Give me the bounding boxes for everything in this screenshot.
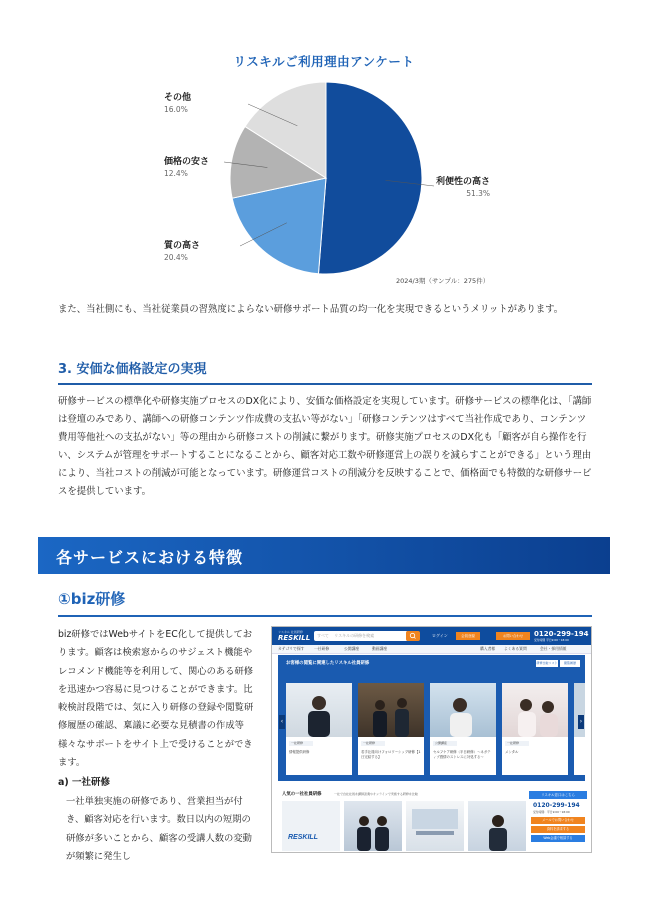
legend-other	[164, 92, 191, 116]
popular-title: 人気の一社社員研修	[282, 792, 322, 797]
site-header	[272, 627, 591, 645]
request-docs-button[interactable]: 資料を請求する	[531, 826, 585, 833]
slice-value-other: 16.0%	[164, 105, 188, 114]
legend-price	[164, 156, 209, 180]
web-meeting-button[interactable]: Web会議で相談する	[531, 835, 585, 842]
nav-faq[interactable]: よくある質問	[504, 646, 527, 651]
carousel-prev-arrow[interactable]: ‹	[279, 715, 285, 729]
biz-heading: ①biz研修	[58, 588, 592, 617]
search-placeholder: リスキルの研修を検索	[334, 633, 375, 638]
course-caption: セルフケア研修（半日研修）〜ネガティブ感情のストレスに対処する〜	[433, 750, 491, 759]
popular-subtitle: 一社で自社社員を講師派遣やオンラインで実施する研修を比較	[334, 792, 418, 796]
course-card[interactable]	[502, 683, 568, 775]
biz-body: biz研修ではWebサイトをEC化して提供しております。顧客は検索窓からのサジェスト機能やレコメンド機能等を利用して、関心のある研修を迅速かつ容易に見つけることができます。比較検討段階では、気に入り研修の登録や閲覧研修履歴の確認、稟議に必要な見積書の作成等様々なサポートをサイト上で受けることができます。	[58, 629, 254, 769]
course-photo	[286, 683, 352, 737]
phone-hours: 受付時間 平日9:00〜18:00	[534, 638, 569, 642]
course-card[interactable]	[358, 683, 424, 775]
search-button[interactable]	[406, 631, 420, 641]
course-badge: 一社研修	[361, 741, 385, 746]
slice-convenience	[318, 82, 422, 274]
legend-quality	[164, 240, 200, 264]
course-caption: 若手社員向けフォロワーシップ研修【1日完結する】	[361, 750, 421, 759]
chart-note: 2024/3期（サンプル：275件）	[396, 277, 490, 285]
contact-button[interactable]: お問い合わせ	[496, 632, 530, 640]
search-scope[interactable]: すべて	[317, 633, 329, 638]
slice-label-quality: 質の高さ	[164, 241, 201, 251]
popular-section	[278, 787, 528, 851]
course-badge: 一社研修	[505, 741, 529, 746]
slice-value-convenience: 51.3%	[466, 189, 491, 198]
course-caption: 情報提供研修	[289, 750, 310, 754]
svg-text:RESKILL: RESKILL	[288, 834, 318, 841]
popular-photo[interactable]	[406, 801, 464, 851]
chart-title: リスキルご利用理由アンケート	[233, 54, 415, 69]
phone-number: 0120-299-194	[534, 630, 589, 638]
course-card[interactable]	[286, 683, 352, 775]
featured-section	[278, 655, 585, 781]
search-icon	[406, 631, 420, 641]
register-button[interactable]: 会員登録	[456, 632, 480, 640]
featured-title: お客様の閲覧に関連したリスキル社員研修	[286, 661, 370, 666]
nav-video-course[interactable]: 動画講座	[372, 646, 388, 651]
popular-photo[interactable]	[344, 801, 402, 851]
popular-photo[interactable]	[468, 801, 526, 851]
header-phone[interactable]	[534, 630, 589, 642]
side-hours: 受付時間：平日9:00〜18:00	[533, 810, 570, 814]
site-logo[interactable]	[278, 630, 312, 642]
slice-value-quality: 20.4%	[164, 253, 188, 262]
legend-convenience	[436, 176, 490, 200]
course-photo	[502, 683, 568, 737]
slice-label-convenience: 利便性の高さ	[436, 177, 491, 187]
nav-public-course[interactable]: 公開講座	[344, 646, 360, 651]
popular-banner[interactable]	[282, 801, 340, 851]
logo-subtitle: リスキル 社員研修	[278, 630, 303, 634]
compare-list-tag[interactable]: 研修比較リスト	[536, 661, 558, 665]
course-badge: 公開講座	[433, 741, 457, 746]
side-phone[interactable]: 0120-299-194	[533, 802, 580, 809]
course-card[interactable]	[430, 683, 496, 775]
band-title: 各サービスにおける特徴	[56, 548, 244, 567]
side-panel	[529, 787, 587, 851]
slice-label-price: 価格の安さ	[164, 157, 210, 167]
course-caption: メンタル	[505, 750, 519, 754]
course-badge: 一社研修	[289, 741, 313, 746]
intro-paragraph: また、当社側にも、当社従業員の習熟度によらない研修サポート品質の均一化を実現できるというメリットがあります。	[58, 304, 564, 315]
course-photo	[430, 683, 496, 737]
carousel-next-arrow[interactable]: ›	[578, 715, 584, 729]
nav-company-info[interactable]: 会社・採用情報	[540, 646, 567, 651]
reskill-window-button[interactable]: リスキル窓口はこちら	[529, 791, 587, 799]
course-card[interactable]	[574, 683, 585, 775]
history-tag[interactable]: 閲覧履歴	[560, 660, 580, 667]
section3-heading: 3. 安価な価格設定の実現	[58, 358, 592, 385]
nav-bar	[272, 645, 591, 654]
section3-paragraph: 研修サービスの標準化や研修実施プロセスのDX化により、安価な価格設定を実現しています。研修サービスの標準化は、「講師は登壇のみであり、講師への研修コンテンツ作成費の支払い等がない」「研修コンテンツはすべて当社作成であり、コンテンツ費用等他社への支払がない」等の理由から研修コストの削減に繋がります。研修実施プロセスのDX化も「顧客が自ら操作を行い、システムが管理をサポートすることになることから、顧客対応工数や研修運営上の誤りを減らすことができる」という理由により、当社コストの削減が可能となっています。研修運営コストの削減分を反映することで、価格面でも特徴的な研修サービスを提供しています。	[58, 396, 592, 497]
slice-value-price: 12.4%	[164, 169, 188, 178]
nav-company-training[interactable]: 一社研修	[314, 646, 330, 651]
login-link[interactable]: ログイン	[432, 633, 448, 638]
slice-label-other: その他	[164, 93, 192, 103]
search-input[interactable]	[314, 631, 408, 641]
logo-text: RESKILL	[278, 634, 311, 642]
nav-purchasers[interactable]: 購入者様	[480, 646, 496, 651]
nav-category[interactable]: カテゴリで探す	[278, 646, 305, 651]
course-photo	[358, 683, 424, 737]
mail-contact-button[interactable]: メールでお問い合わせ	[531, 817, 585, 824]
website-screenshot	[271, 626, 592, 853]
sub-heading: a) 一社研修	[58, 777, 111, 788]
sub-body: 一社単独実施の研修であり、営業担当が付き、顧客対応を行います。数日以内の短期の研修が多いことから、顧客の受講人数の変動が頻繁に発生し	[66, 796, 252, 862]
